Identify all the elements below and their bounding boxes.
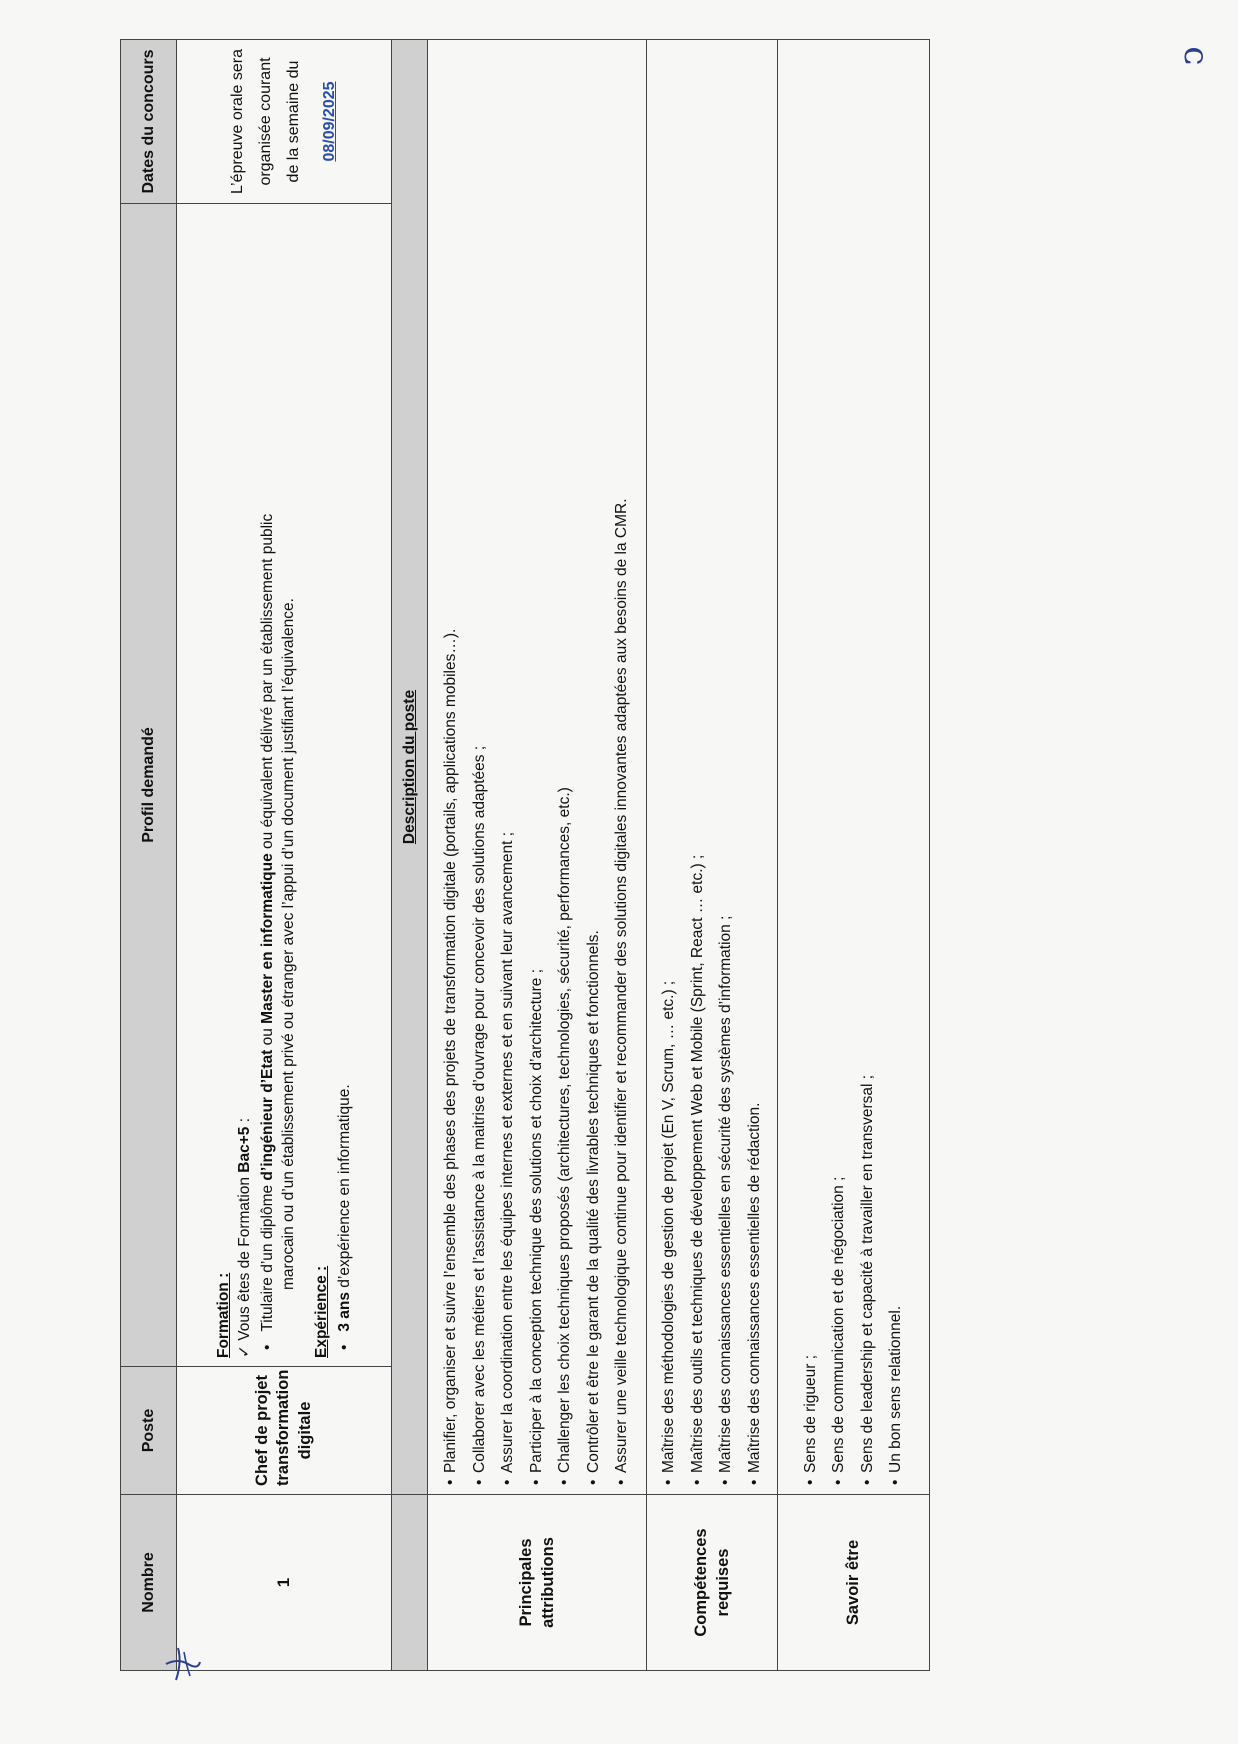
- attributions-list: [437, 48, 637, 1486]
- profile-cell: [177, 204, 392, 1367]
- attributions-cell: [428, 40, 647, 1495]
- header-dates: Dates du concours: [121, 40, 177, 204]
- contest-dates-cell: [177, 40, 392, 204]
- header-nombre: Nombre: [121, 1495, 177, 1671]
- list-item: • Maîtrise des outils et techniques de développement Web et Mobile (Sprint, React … etc.) ;: [684, 48, 713, 1486]
- diploma-requirement: • Titulaire d’un diplôme d’ingénieur d’Etat ou Master en informatique ou équivalent délivré par un établissement public marocain ou d’un établissement privé ou étranger avec l’appui d’un document justifiant l’équivalence.: [257, 212, 299, 1358]
- list-item: • Assurer la coordination entre les équipes internes et externes et en suivant leur avancement ;: [494, 48, 523, 1486]
- position-count: 1: [177, 1495, 392, 1671]
- formation-level: Bac+5: [235, 1126, 253, 1173]
- savoir-label: Savoir être: [778, 1495, 930, 1671]
- list-item: • Maîtrise des connaissances essentielles de rédaction.: [741, 48, 770, 1486]
- handwritten-paraph-mark: [160, 1642, 204, 1686]
- experience-years: 3 ans: [336, 1292, 354, 1332]
- diploma-text-3: ou équivalent délivré par un établissement public: [258, 513, 276, 854]
- list-item: • Maîtrise des connaissances essentielles en sécurité des systèmes d’information ;: [712, 48, 741, 1486]
- experience-requirement: • 3 ans d’expérience en informatique.: [336, 1084, 354, 1350]
- experience-text: d’expérience en informatique.: [336, 1084, 354, 1292]
- list-item: • Sens de leadership et capacité à travailler en transversal ;: [854, 48, 883, 1486]
- attributions-row: [428, 40, 647, 1671]
- competences-cell: [647, 40, 778, 1495]
- list-item: • Assurer une veille technologique continue pour identifier et recommander des solutions digitales innovantes adaptées aux besoins de la CMR.: [608, 48, 637, 1486]
- formation-intro-prefix: ✓ Vous êtes de Formation: [235, 1172, 253, 1358]
- list-item: • Sens de communication et de négociation ;: [825, 48, 854, 1486]
- diploma-engineer: d’ingénieur d’Etat: [258, 1049, 276, 1181]
- header-poste: Poste: [121, 1367, 177, 1495]
- formation-title: Formation :: [214, 1272, 232, 1358]
- description-title: Description du poste: [392, 40, 428, 1495]
- savoir-cell: [778, 40, 930, 1495]
- competences-label: Compétences requises: [647, 1495, 778, 1671]
- list-item: • Sens de rigueur ;: [797, 48, 826, 1486]
- description-left-cell: [392, 1495, 428, 1671]
- formation-intro-suffix: :: [235, 1117, 253, 1127]
- list-item: • Maîtrise des méthodologies de gestion de projet (En V, Scrum, … etc.) ;: [655, 48, 684, 1486]
- experience-title: Expérience :: [313, 1265, 331, 1358]
- list-item: • Contrôler et être le garant de la qualité des livrables techniques et fonctionnels.: [580, 48, 609, 1486]
- diploma-text-1: Titulaire d’un diplôme: [258, 1180, 276, 1332]
- diploma-text-line2: marocain ou d’un établissement privé ou étranger avec l’appui d’un document justifiant l’équivalence.: [280, 598, 297, 1290]
- list-item: • Challenger les choix techniques proposés (architectures, technologies, sécurité, performances, etc.): [551, 48, 580, 1486]
- description-header-row: [392, 40, 428, 1671]
- diploma-master: Master en informatique: [258, 853, 276, 1024]
- competences-list: [655, 48, 769, 1486]
- position-title: Chef de projet transformation digitale: [177, 1367, 392, 1495]
- diploma-text-2: ou: [258, 1023, 276, 1050]
- savoir-row: [778, 40, 930, 1671]
- contest-date: 08/09/2025: [321, 81, 338, 162]
- list-item: • Un bon sens relationnel.: [882, 48, 911, 1486]
- header-profil: Profil demandé: [121, 204, 177, 1367]
- attributions-label: Principales attributions: [428, 1495, 647, 1671]
- table-header-row: [121, 40, 177, 1671]
- list-item: • Planifier, organiser et suivre l’ensemble des phases des projets de transformation digitale (portails, applications mobiles…).: [437, 48, 466, 1486]
- list-item: • Participer à la conception technique des solutions et choix d’architecture ;: [523, 48, 552, 1486]
- contest-dates-text: L’épreuve orale sera organisée courant de la semaine du: [229, 49, 302, 194]
- formation-intro: [234, 212, 255, 1358]
- handwritten-initial-mark: ↄ: [1171, 46, 1212, 66]
- job-offer-table: [120, 39, 930, 1671]
- list-item: • Collaborer avec les métiers et l’assistance à la maitrise d’ouvrage pour concevoir des solutions adaptées ;: [466, 48, 495, 1486]
- position-row: [177, 40, 392, 1671]
- competences-row: [647, 40, 778, 1671]
- savoir-list: [797, 48, 911, 1486]
